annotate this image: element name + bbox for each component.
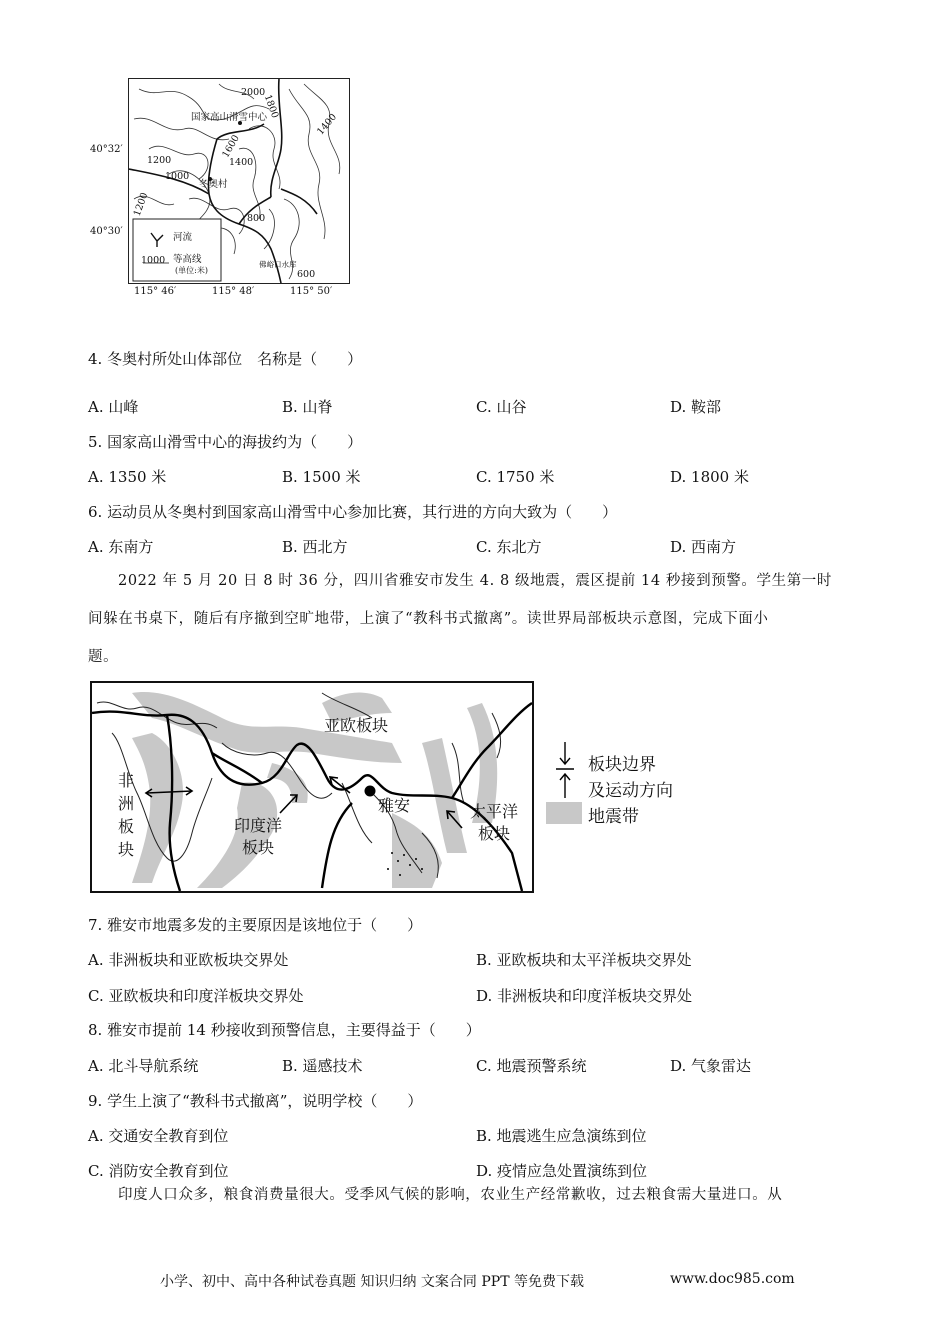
question-5-stem: 5. 国家高山滑雪中心的海拔约为（ ） bbox=[88, 433, 363, 451]
question-5-option-a[interactable]: A. 1350 米 bbox=[88, 468, 167, 486]
pacific-plate-label: 太平洋 板块 bbox=[470, 802, 519, 843]
question-9-option-c[interactable]: C. 消防安全教育到位 bbox=[88, 1162, 229, 1180]
longitude-1: 115° 46′ bbox=[134, 286, 177, 297]
plate-map-drawing bbox=[92, 683, 532, 891]
plate-boundary-legend-icon bbox=[554, 742, 576, 800]
legend-sample: 1000 bbox=[141, 255, 166, 266]
passage-2-line-1: 印度人口众多，粮食消费量很大。受季风气候的影响，农业生产经常歉收，过去粮食需大量进口。从 bbox=[118, 1187, 783, 1203]
contour-label-1600: 1600 bbox=[220, 133, 242, 160]
contour-label-600: 600 bbox=[297, 269, 316, 280]
contour-label-1800: 1800 bbox=[261, 93, 281, 120]
legend-contour: 等高线 bbox=[173, 254, 202, 265]
question-7-option-a[interactable]: A. 非洲板块和亚欧板块交界处 bbox=[88, 951, 289, 969]
question-8-option-c[interactable]: C. 地震预警系统 bbox=[476, 1057, 587, 1075]
legend-unit: (单位:米) bbox=[175, 266, 208, 275]
question-4-option-b[interactable]: B. 山脊 bbox=[282, 398, 333, 416]
contour-map bbox=[128, 78, 350, 284]
legend-boundary-1: 板块边界 bbox=[588, 755, 656, 775]
question-7-option-b[interactable]: B. 亚欧板块和太平洋板块交界处 bbox=[476, 951, 692, 969]
question-4-option-a[interactable]: A. 山峰 bbox=[88, 398, 139, 416]
contour-label-2000: 2000 bbox=[241, 87, 266, 98]
contour-label-800: 800 bbox=[247, 213, 266, 224]
question-9-option-a[interactable]: A. 交通安全教育到位 bbox=[88, 1127, 229, 1145]
question-7-stem: 7. 雅安市地震多发的主要原因是该地位于（ ） bbox=[88, 916, 423, 934]
contour-label-1000: 1000 bbox=[165, 171, 190, 182]
african-plate-label: 非 洲 板 块 bbox=[118, 771, 135, 859]
question-9-stem: 9. 学生上演了“教科书式撤离”，说明学校（ ） bbox=[88, 1092, 423, 1110]
latitude-top: 40°32′ bbox=[90, 144, 123, 155]
longitude-3: 115° 50′ bbox=[290, 286, 333, 297]
passage-line-3: 题。 bbox=[88, 649, 119, 665]
footer-text: 小学、初中、高中各种试卷真题 知识归纳 文案合同 PPT 等免费下载 bbox=[160, 1274, 584, 1290]
question-6-option-a[interactable]: A. 东南方 bbox=[88, 538, 154, 556]
question-5-option-c[interactable]: C. 1750 米 bbox=[476, 468, 555, 486]
indian-plate-label: 印度洋 板块 bbox=[234, 816, 283, 857]
question-4-stem: 4. 冬奥村所处山体部位 名称是（ ） bbox=[88, 350, 363, 368]
earthquake-belt bbox=[132, 692, 497, 888]
question-9-option-b[interactable]: B. 地震逃生应急演练到位 bbox=[476, 1127, 647, 1145]
legend-quake: 地震带 bbox=[588, 807, 639, 827]
legend-boundary-2: 及运动方向 bbox=[588, 781, 673, 801]
longitude-2: 115° 48′ bbox=[212, 286, 255, 297]
question-6-option-b[interactable]: B. 西北方 bbox=[282, 538, 348, 556]
eurasian-plate-label: 亚欧板块 bbox=[324, 716, 389, 735]
village-label: 冬奥村 bbox=[199, 179, 228, 190]
question-9-option-d[interactable]: D. 疫情应急处置演练到位 bbox=[476, 1162, 648, 1180]
footer-url[interactable]: www.doc985.com bbox=[670, 1271, 795, 1287]
question-6-stem: 6. 运动员从冬奥村到国家高山滑雪中心参加比赛，其行进的方向大致为（ ） bbox=[88, 503, 618, 521]
question-6-option-c[interactable]: C. 东北方 bbox=[476, 538, 542, 556]
question-5-option-b[interactable]: B. 1500 米 bbox=[282, 468, 361, 486]
contour-label-1400b: 1400 bbox=[315, 111, 340, 138]
ski-center-label: 国家高山滑雪中心 bbox=[191, 112, 268, 123]
legend-quake-swatch bbox=[546, 802, 582, 824]
contour-label-1400a: 1400 bbox=[229, 157, 254, 168]
question-4-option-c[interactable]: C. 山谷 bbox=[476, 398, 527, 416]
latitude-bottom: 40°30′ bbox=[90, 226, 123, 237]
passage-line-2: 间躲在书桌下，随后有序撤到空旷地带，上演了“教科书式撤离”。读世界局部板块示意图，完成下面小 bbox=[88, 611, 769, 627]
question-7-option-d[interactable]: D. 非洲板块和印度洋板块交界处 bbox=[476, 987, 693, 1005]
yaan-label: 雅安 bbox=[378, 796, 411, 815]
question-4-option-d[interactable]: D. 鞍部 bbox=[670, 398, 722, 416]
reservoir-label: 佛峪口水库 bbox=[259, 260, 297, 269]
question-8-option-d[interactable]: D. 气象雷达 bbox=[670, 1057, 752, 1075]
passage-line-1: 2022 年 5 月 20 日 8 时 36 分，四川省雅安市发生 4. 8 级地震，震区提前 14 秒接到预警。学生第一时 bbox=[118, 573, 832, 589]
question-8-option-b[interactable]: B. 遥感技术 bbox=[282, 1057, 363, 1075]
contour-label-1200a: 1200 bbox=[147, 155, 172, 166]
legend-river: 河流 bbox=[173, 232, 193, 243]
question-8-option-a[interactable]: A. 北斗导航系统 bbox=[88, 1057, 199, 1075]
question-5-option-d[interactable]: D. 1800 米 bbox=[670, 468, 749, 486]
question-6-option-d[interactable]: D. 西南方 bbox=[670, 538, 737, 556]
question-7-option-c[interactable]: C. 亚欧板块和印度洋板块交界处 bbox=[88, 987, 304, 1005]
question-8-stem: 8. 雅安市提前 14 秒接收到预警信息，主要得益于（ ） bbox=[88, 1021, 481, 1039]
contour-label-1200b: 1200 bbox=[131, 191, 151, 218]
yaan-marker bbox=[365, 786, 376, 797]
plate-map bbox=[90, 681, 534, 893]
